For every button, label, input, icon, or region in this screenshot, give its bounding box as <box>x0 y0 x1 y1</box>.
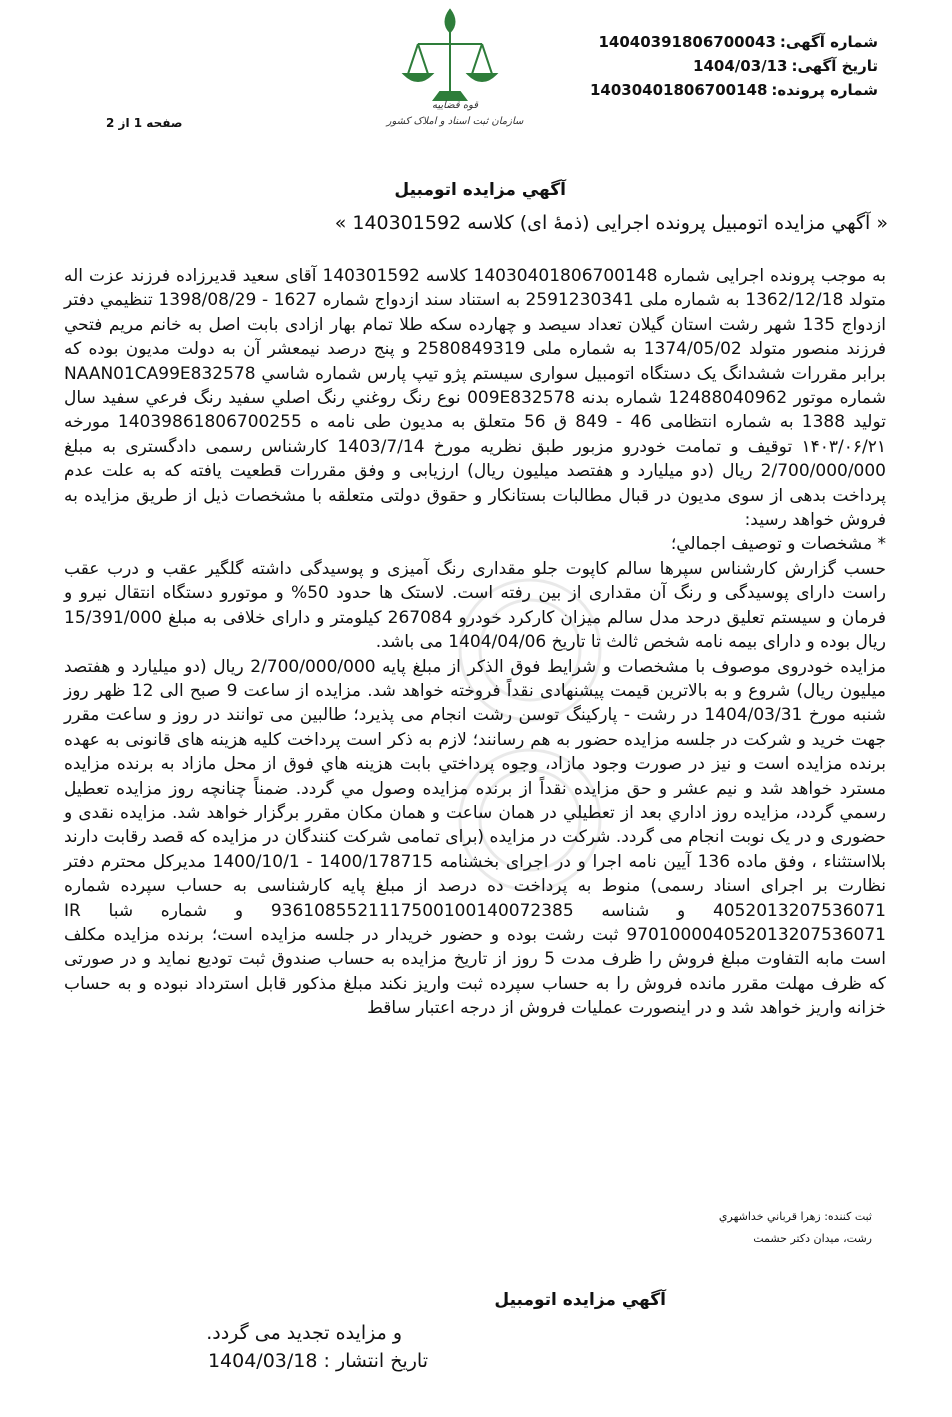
case-number-row <box>578 78 878 102</box>
continuation-title: آگهي مزايده اتومبيل <box>494 1290 666 1310</box>
page-title: آگهي مزايده اتومبيل <box>394 180 566 200</box>
case-number-label: شماره پرونده: <box>771 81 878 99</box>
publish-date-label: تاريخ انتشار : <box>323 1350 428 1372</box>
notice-metadata <box>578 30 878 102</box>
emblem-line-judiciary: قوه قضاییه <box>431 100 479 111</box>
case-number: 14030401806700148 <box>589 81 768 99</box>
address: رشت، ميدان دکتر حشمت <box>753 1232 872 1245</box>
publish-date-row <box>208 1350 428 1372</box>
notice-body: به موجب پرونده اجرايی شماره 14030401806700148 کلاسه 140301592 آقای سعيد قديرزاده فرزند عزت اله متولد 1362/12/18 به شماره ملی 2591230341 به استناد سند ازدواج شماره 1627 - 1398/08/29 تنظيمي دفتر ازدواج 135 شهر رشت استان گيلان تعداد سيصد و چهارده سکه طلا تمام بهار ازادی بابت اصل به خانم مريم فتحي فرزند منصور متولد 1374/05/02 به شماره ملی 2580849319 و پنج درصد نيمعشر آن به دولت مديون بوده که برابر مقررات ششدانگ يک دستگاه اتومبيل سواری سيستم پژو تيپ پارس شماره شاسي NAAN01CA99E832578 شماره موتور 12488040962 شماره بدنه 009E832578 نوع رنگ روغني رنگ اصلي سفيد رنگ فرعي سفيد سال توليد 1388 به شماره انتظامی 46 - 849 ق 56 متعلق به مديون طی نامه ه 14039861806700255 مورخه ۱۴۰۳/۰۶/۲۱ توقيف و تمامت خودرو مزبور طبق نظريه مورخ 1403/7/14 کارشناس رسمی دادگستری به مبلغ 2/700/000/000 ريال (دو ميليارد و هفتصد ميليون ريال) ارزيابی و وفق مقررات قطعيت يافته که به علت عدم پرداخت بدهی از سوی مديون در قبال مطالبات بستانکار و حقوق دولتی متعلقه با مشخصات ذيل از طريق مزايده به فروش خواهد رسيد: * مشخصات و توصيف اجمالي؛ حسب گزارش کارشناس سپرها سالم کاپوت جلو مقداری رنگ آميزی و پوسيدگی داشته گلگير عقب و درب عقب راست دارای پوسيدگی و رنگ آن مقداری از بين رفته است. لاستک ها حدود 50% و موتورو دستگاه انتقال نيرو و فرمان و سيستم تعليق درحد مدل سالم ميزان کارکرد خودرو 267084 کيلومتر و دارای خلافی به مبلغ 15/391/000 ريال بوده و دارای بيمه نامه شخص ثالث تا تاريخ 1404/04/06 می باشد. مزايده خودروی موصوف با مشخصات و شرايط فوق الذکر از مبلغ پايه 2/700/000/000 ريال (دو ميليارد و هفتصد ميليون ريال) شروع و به بالاترين قيمت پيشنهادی نقداً فروخته خواهد شد. مزايده از ساعت 9 صبح الی 12 ظهر روز شنبه مورخ 1404/03/31 در رشت - پارکينگ توسن رشت انجام می پذيرد؛ طالبين می توانند در روز و ساعت مقرر جهت خريد و شرکت در جلسه مزايده حضور به هم رسانند؛ لازم به ذکر است پرداخت کليه هزينه های قانونی به عهده برنده مزايده است و نيز در صورت وجود مازاد، وجوه پرداختي بابت هزينه هاي فوق از محل مازاد به برنده مزايده مسترد خواهد شد و نيم عشر و حق مزايده نقداً از برنده مزايده وصول مي گردد. ضمناً چنانچه روز مزايده تعطيل رسمي گردد، مزايده روز اداري بعد از تعطيلي در همان ساعت و همان مکان مقرر برگزار خواهد شد. مزايده نقدی و حضوری و در يک نوبت انجام می گردد. شرکت در مزايده (برای تمامی شرکت کنندگان در مزايده که قصد رقابت دارند بلااستثناء ، وفق ماده 136 آيين نامه اجرا و در اجرای بخشنامه 1400/178715 - 1400/10/1 مديرکل محترم دفتر نظارت بر اجرای اسناد رسمی) منوط به پرداخت ده درصد از مبلغ پايه کارشناسی به حساب سپرده شماره 4052013207536071 و شناسه 9361085521117500100140072385 و شماره شبا IR 970100004052013207536071 ثبت رشت بوده و حضور خريدار در جلسه مزايده است؛ برنده مزايده مکلف است مابه التفاوت مبلغ فروش را ظرف مدت 5 روز از تاريخ مزايده به حساب صندوق ثبت توديع نمايد و در صورتی که ظرف مهلت مقرر مانده فروش را به حساب سپرده ثبت واريز نکند مبلغ مذکور قابل استرداد نبوده و به حساب خزانه واريز خواهد شد و در اينصورت عمليات فروش از درجه اعتبار ساقط <box>64 266 887 1019</box>
notice-number-label: شماره آگهی: <box>779 33 878 51</box>
notice-date: 1404/03/13 <box>693 57 788 75</box>
page-indicator: صفحه 1 از 2 <box>106 116 183 130</box>
registrar: ثبت کننده: زهرا قرباني خداشهري <box>718 1210 872 1223</box>
notice-number-row <box>578 30 878 54</box>
notice-number: 14040391806700043 <box>598 33 776 51</box>
judiciary-emblem-icon <box>378 4 528 154</box>
continuation-text: و مزايده تجديد می گردد. <box>206 1322 402 1344</box>
publish-date: 1404/03/18 <box>207 1350 318 1372</box>
emblem-caption <box>380 98 530 130</box>
page-subtitle: « آگهي مزايده اتومبيل پرونده اجرايی (ذمهٔ ای) کلاسه 140301592 » <box>334 212 888 234</box>
emblem-line-registration: سازمان ثبت اسناد و املاک کشور <box>386 116 524 127</box>
notice-date-label: تاریخ آگهی: <box>791 57 878 75</box>
notice-date-row <box>578 54 878 78</box>
